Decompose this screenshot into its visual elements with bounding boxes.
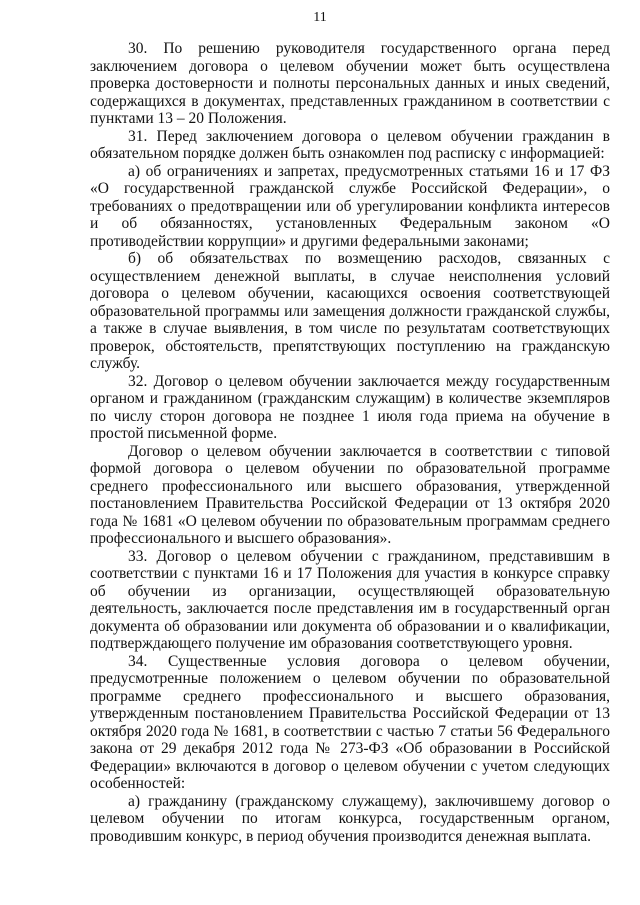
paragraph-30: 30. По решению руководителя государственного органа перед заключением договора о целевом обучении может быть осуществлена проверка достоверности и полноты персональных данных и иных сведений, содержащихся в документах, представленных гражданином в соответствии с пунктами 13 – 20 Положения. — [90, 40, 610, 127]
paragraph-34-a: а) гражданину (гражданскому служащему), заключившему договор о целевом обучении по итогам конкурса, государственным органом, проводившим конкурс, в период обучения производится денежная выплата. — [90, 792, 610, 845]
document-body — [90, 40, 610, 845]
paragraph-31: 31. Перед заключением договора о целевом обучении гражданин в обязательном порядке должен быть ознакомлен под расписку с информацией: — [90, 127, 610, 162]
paragraph-31-b: б) об обязательствах по возмещению расходов, связанных с осуществлением денежной выплаты, в случае неисполнения условий договора о целевом обучении, касающихся освоения соответствующей образовательной программы или замещения должности гражданской службы, а также в случае выявления, в том числе по результатам соответствующих проверок, обстоятельств, препятствующих поступлению на гражданскую службу. — [90, 250, 610, 372]
paragraph-32-form: Договор о целевом обучении заключается в соответствии с типовой формой договора о целевом обучении по образовательной программе среднего профессионального или высшего образования, утвержденной постановлением Правительства Российской Федерации от 13 октября 2020 года № 1681 «О целевом обучении по образовательным программам среднего профессионального и высшего образования». — [90, 442, 610, 547]
page-number: 11 — [313, 10, 327, 25]
paragraph-34: 34. Существенные условия договора о целевом обучении, предусмотренные положением о целевом обучении по образовательной программе среднего профессионального и высшего образования, утвержденным постановлением Правительства Российской Федерации от 13 октября 2020 года № 1681, в соответствии с частью 7 статьи 56 Федерального закона от 29 декабря 2012 года № 273-ФЗ «Об образовании в Российской Федерации» включаются в договор о целевом обучении с учетом следующих особенностей: — [90, 652, 610, 792]
paragraph-32: 32. Договор о целевом обучении заключается между государственным органом и гражданином (гражданским служащим) в количестве экземпляров по числу сторон договора не позднее 1 июля года приема на обучение в простой письменной форме. — [90, 372, 610, 442]
paragraph-33: 33. Договор о целевом обучении с гражданином, представившим в соответствии с пунктами 16 и 17 Положения для участия в конкурсе справку об обучении из организации, осуществляющей образовательную деятельность, заключается после представления им в государственный орган документа об образовании или документа об образовании и о квалификации, подтверждающего получение им образования соответствующего уровня. — [90, 547, 610, 652]
paragraph-31-a: а) об ограничениях и запретах, предусмотренных статьями 16 и 17 ФЗ «О государственной гражданской службе Российской Федерации», о требованиях о предотвращении или об урегулировании конфликта интересов и об обязанностях, установленных Федеральным законом «О противодействии коррупции» и другими федеральными законами; — [90, 162, 610, 250]
